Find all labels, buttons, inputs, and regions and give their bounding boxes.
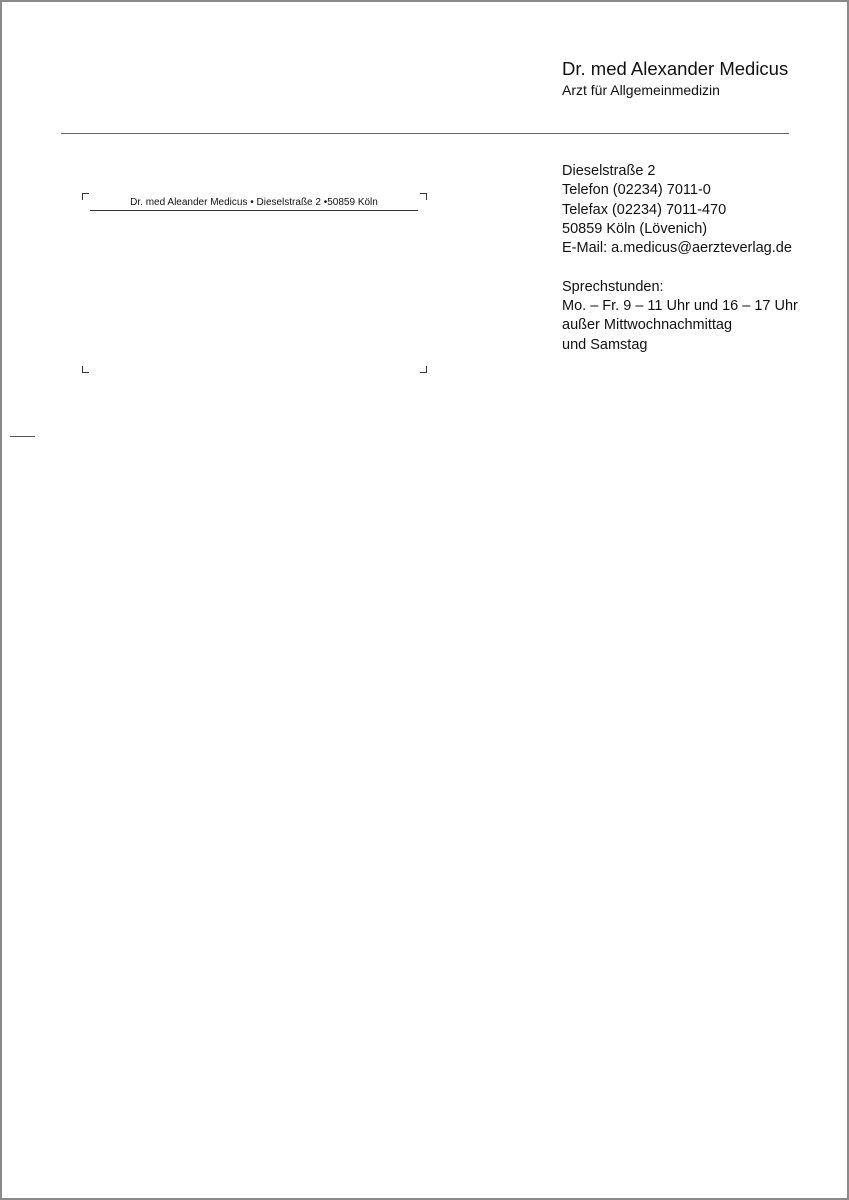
- address-window-corner-top-right: [420, 193, 427, 200]
- letterhead-subtitle: Arzt für Allgemeinmedizin: [562, 82, 720, 98]
- contact-fax: Telefax (02234) 7011-470: [562, 201, 727, 218]
- contact-spacer: [562, 258, 798, 277]
- office-hours-line: und Samstag: [562, 336, 648, 353]
- contact-city: 50859 Köln (Lövenich): [562, 220, 708, 237]
- letterhead-name: Dr. med Alexander Medicus: [562, 58, 789, 79]
- office-hours-line: außer Mittwochnachmittag: [562, 317, 733, 334]
- contact-email: E-Mail: a.medicus@aerzteverlag.de: [562, 240, 792, 257]
- contact-phone: Telefon (02234) 7011-0: [562, 182, 711, 199]
- fold-mark: [10, 436, 35, 437]
- address-window-corner-top-left: [82, 193, 89, 200]
- address-window-corner-bottom-right: [420, 366, 427, 373]
- contact-street: Dieselstraße 2: [562, 163, 656, 179]
- address-window-corner-bottom-left: [82, 366, 89, 373]
- header-divider: [61, 133, 789, 134]
- contact-block: [562, 162, 798, 355]
- office-hours-heading: Sprechstunden:: [562, 278, 664, 295]
- office-hours-line: Mo. – Fr. 9 – 11 Uhr und 16 – 17 Uhr: [562, 298, 798, 315]
- return-address-line: Dr. med Aleander Medicus • Dieselstraße 2 •50859 Köln: [90, 196, 418, 211]
